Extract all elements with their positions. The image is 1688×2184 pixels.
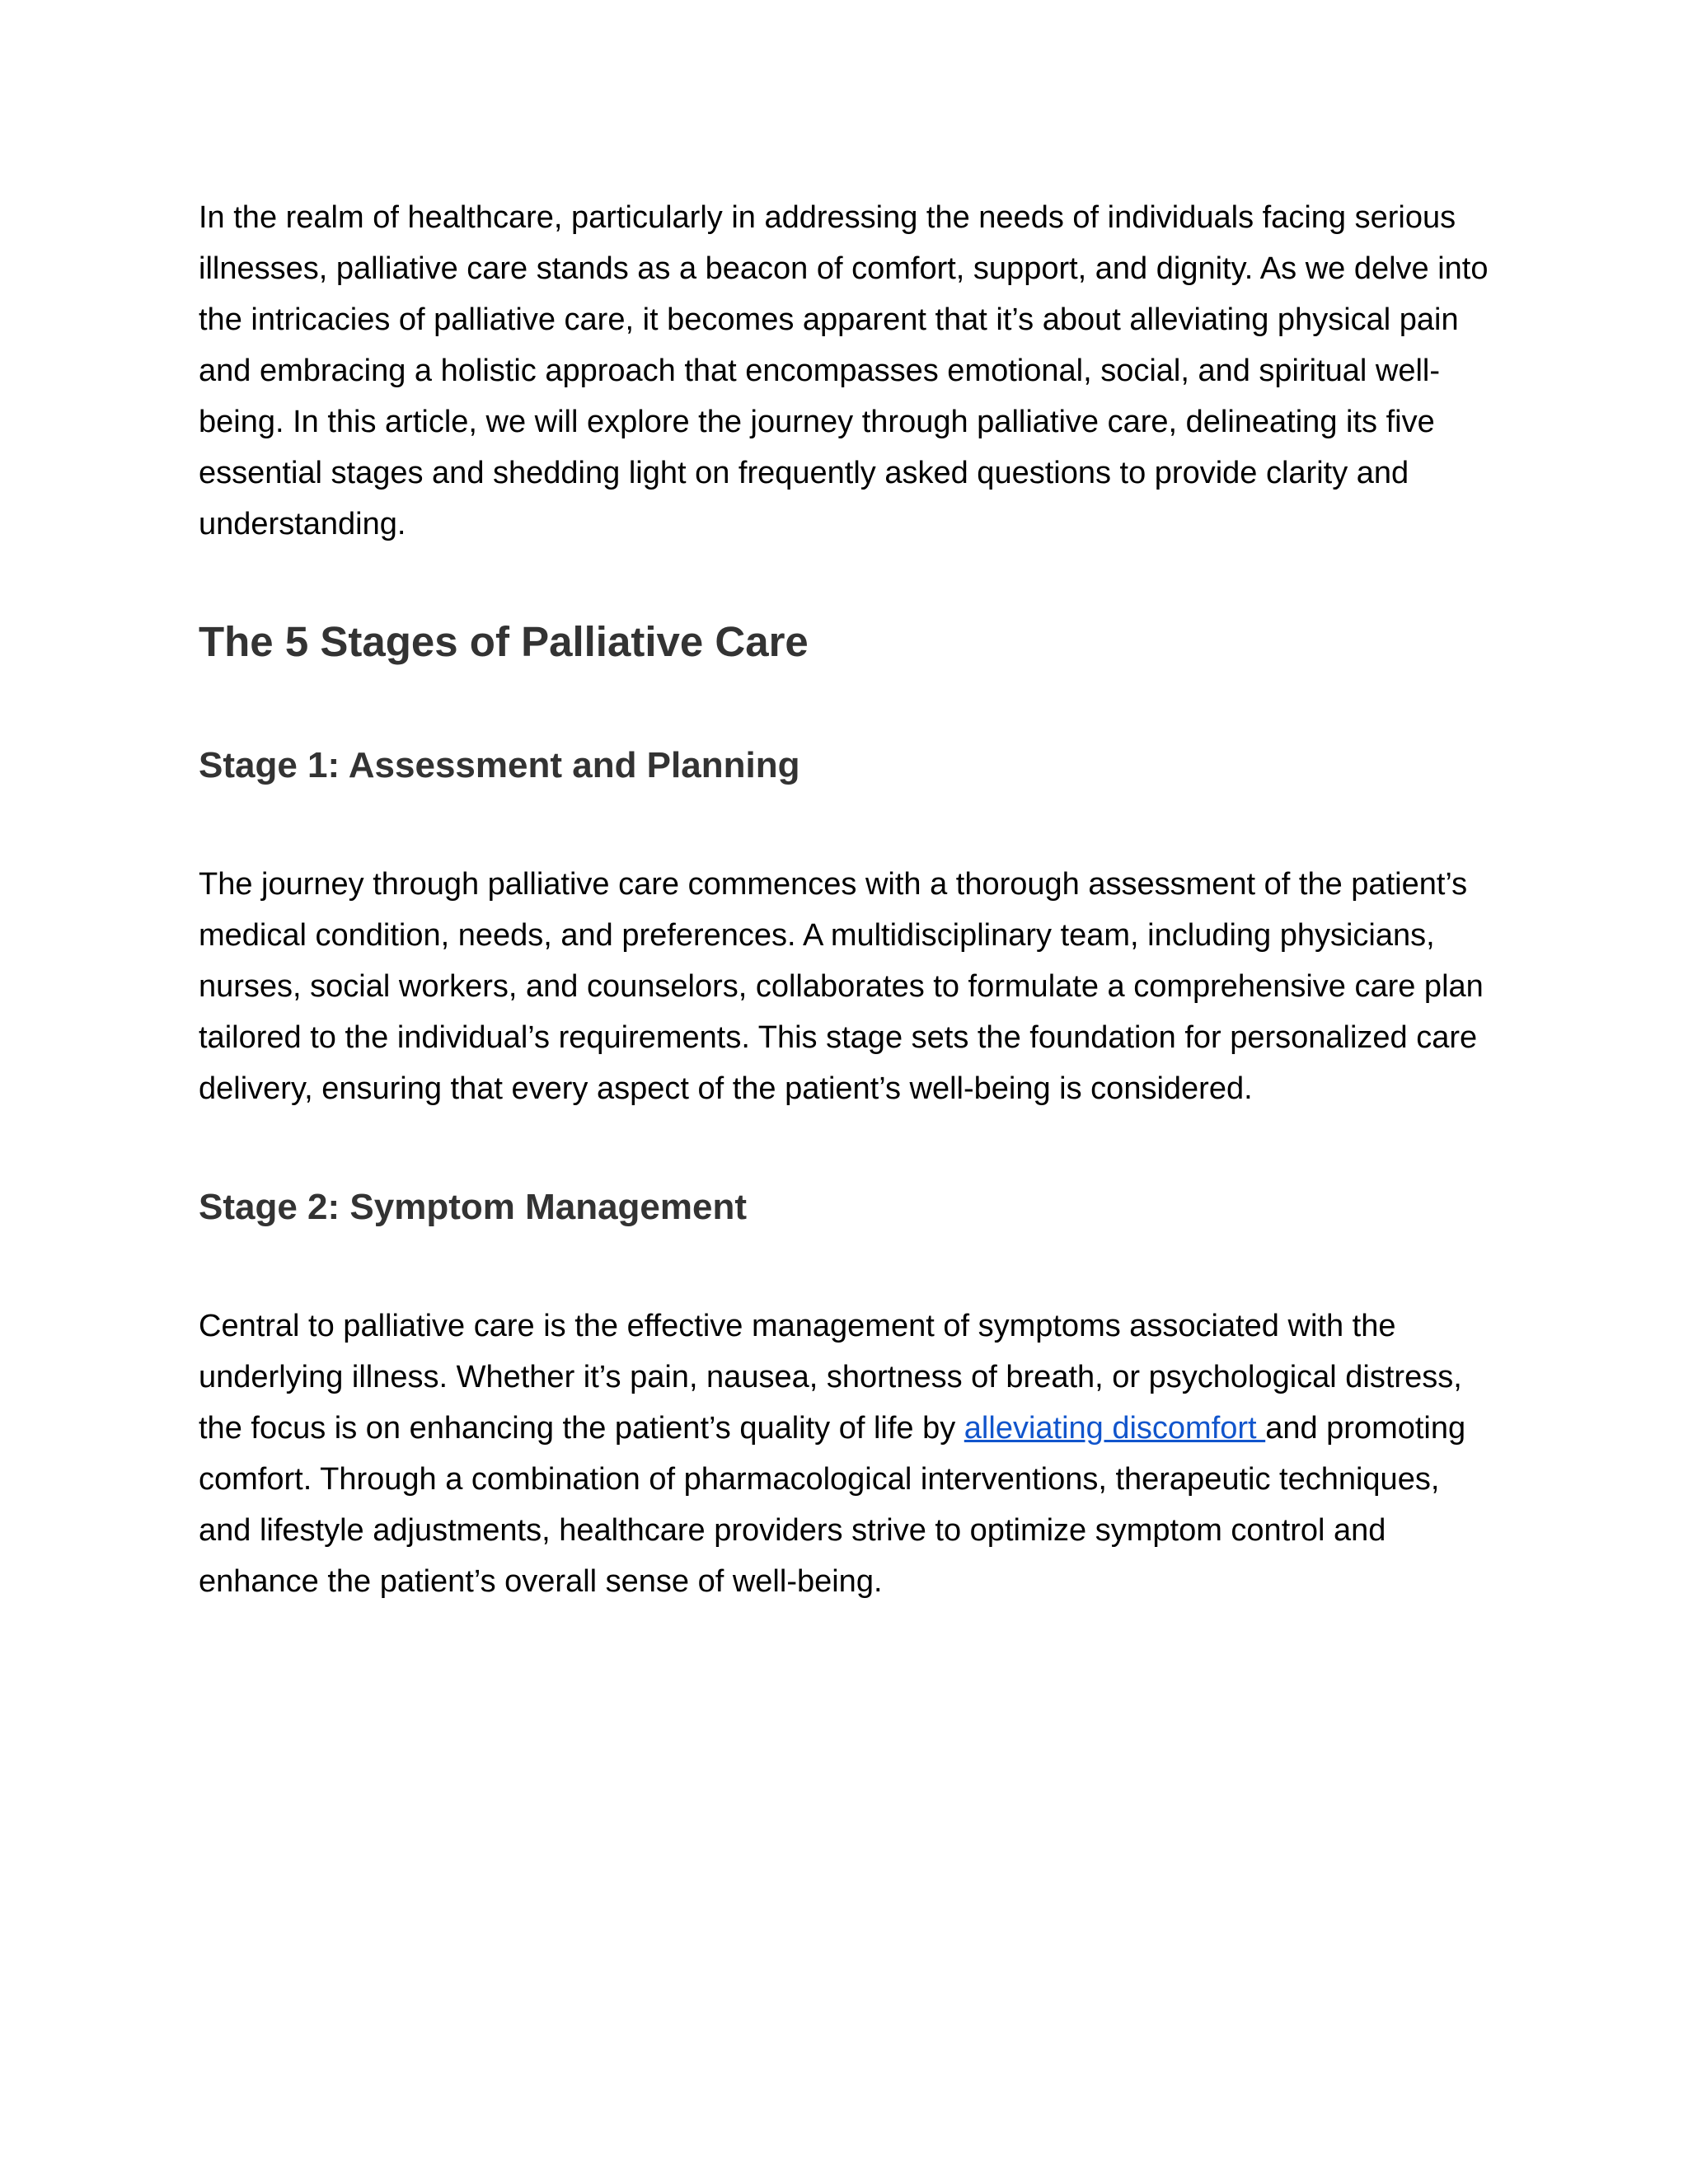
stage2-text-before-link: Central to palliative care is the effective management of symptoms associated with the underlying illness. Whether it’s pain, nausea, shortness of breath, or psychological distress, the focus is on enhancing the patient’s quality of life by [199,1309,1462,1446]
stage2-paragraph [199,1301,1493,1607]
alleviating-discomfort-link[interactable]: alleviating discomfort [964,1411,1266,1446]
document-content [199,192,1493,1607]
intro-paragraph: In the realm of healthcare, particularly in addressing the needs of individuals facing serious illnesses, palliative care stands as a beacon of comfort, support, and dignity. As we delve into the intricacies of palliative care, it becomes apparent that it’s about alleviating physical pain and embracing a holistic approach that encompasses emotional, social, and spiritual well-being. In this article, we will explore the journey through palliative care, delineating its five essential stages and shedding light on frequently asked questions to provide clarity and understanding. [199,200,1489,541]
stage2-heading: Stage 2: Symptom Management [199,1187,748,1227]
stage1-paragraph: The journey through palliative care commences with a thorough assessment of the patient’s medical condition, needs, and preferences. A multidisciplinary team, including physicians, nurses, social workers, and counselors, collaborates to formulate a comprehensive care plan tailored to the individual’s requirements. This stage sets the foundation for personalized care delivery, ensuring that every aspect of the patient’s well-being is considered. [199,867,1484,1106]
stage1-heading: Stage 1: Assessment and Planning [199,745,800,785]
stage2-text-after-link: and promoting comfort. Through a combination of pharmacological interventions, therapeutic techniques, and lifestyle adjustments, healthcare providers strive to optimize symptom control and enhance the patient’s overall sense of well-being. [199,1411,1466,1599]
main-heading: The 5 Stages of Palliative Care [199,618,809,665]
